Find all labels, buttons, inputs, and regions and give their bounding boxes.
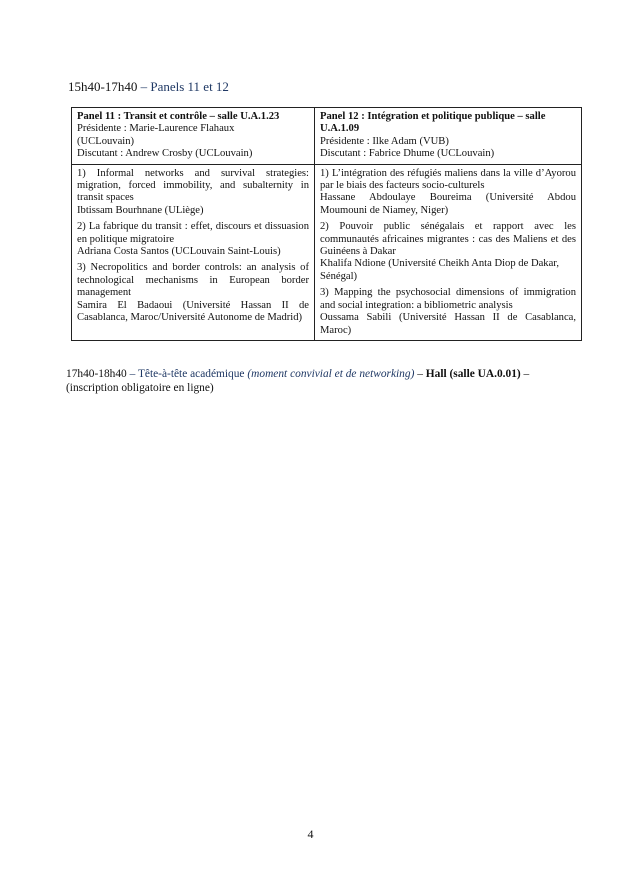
panel11-chair-affiliation: (UCLouvain): [77, 135, 135, 147]
talk-author: Ibtissam Bourhnane (ULiège): [77, 204, 204, 216]
panel11-talk-1: [77, 168, 309, 218]
session-title: Panels 11 et 12: [150, 79, 229, 94]
panel12-talk-3: [320, 287, 576, 337]
networking-title: Tête-à-tête académique: [137, 368, 245, 380]
networking-subtitle: (moment convivial et de networking): [247, 368, 415, 380]
panels-table: [71, 107, 582, 341]
session-heading: [68, 79, 229, 95]
panels-header-row: [72, 108, 582, 165]
panels-talks-row: [72, 164, 582, 340]
talk-title: 2) Pouvoir public sénégalais et rapport avec les communautés africaines migrantes : cas des Maliens et des Guinéens à Dakar: [320, 221, 576, 258]
talk-title: 1) L’intégration des réfugiés maliens dans la ville d’Ayorou par le biais des facteurs socio-culturels: [320, 167, 576, 192]
networking-dash: –: [126, 368, 138, 380]
talk-author: Oussama Sabili (Université Hassan II de Casablanca, Maroc): [320, 312, 576, 336]
talk-title: 3) Mapping the psychosocial dimensions of immigration and social integration: a bibliometric analysis: [320, 287, 576, 311]
networking-session: [66, 367, 586, 395]
panel12-header: [315, 108, 582, 165]
panel11-talk-2: [77, 221, 309, 258]
talk-author: Hassane Abdoulaye Boureima (Université Abdou Moumouni de Niamey, Niger): [320, 192, 576, 216]
panel12-talk-2: [320, 221, 576, 283]
networking-time: 17h40-18h40: [66, 368, 127, 380]
talk-title: 3) Necropolitics and border controls: an analysis of technological mechanisms in European border management: [77, 262, 309, 299]
panel11-talk-3: [77, 262, 309, 324]
session-time: 15h40-17h40: [68, 79, 138, 94]
networking-dash-3: –: [520, 368, 530, 380]
talk-author: Adriana Costa Santos (UCLouvain Saint-Louis): [77, 246, 281, 258]
panel11-header: [72, 108, 315, 165]
session-dash: –: [137, 79, 151, 94]
panel11-discussant: Discutant : Andrew Crosby (UCLouvain): [77, 148, 253, 160]
panel11-title: Panel 11 : Transit et contrôle – salle U.A.1.23: [77, 111, 280, 122]
talk-title: 2) La fabrique du transit : effet, discours et dissuasion en politique migratoire: [77, 221, 309, 245]
panel11-talks: [72, 164, 315, 340]
panel12-discussant: Discutant : Fabrice Dhume (UCLouvain): [320, 148, 495, 160]
networking-note: (inscription obligatoire en ligne): [66, 382, 214, 394]
panel12-chair: Présidente : Ilke Adam (VUB): [320, 135, 449, 147]
talk-author: Samira El Badaoui (Université Hassan II de Casablanca, Maroc/Université Autonome de Madrid): [77, 299, 309, 324]
networking-dash-2: –: [414, 368, 426, 380]
networking-location: Hall (salle UA.0.01): [425, 368, 521, 380]
panel11-chair: Présidente : Marie-Laurence Flahaux: [77, 123, 235, 135]
talk-title: 1) Informal networks and survival strategies: migration, forced immobility, and subalternity in transit spaces: [77, 167, 309, 204]
panel12-title: Panel 12 : Intégration et politique publique – salle U.A.1.09: [320, 111, 546, 135]
talk-author: Khalifa Ndione (Université Cheikh Anta Diop de Dakar, Sénégal): [320, 258, 560, 282]
panel12-talk-1: [320, 168, 576, 218]
page-number: 4: [307, 827, 314, 841]
panel12-talks: [315, 164, 582, 340]
